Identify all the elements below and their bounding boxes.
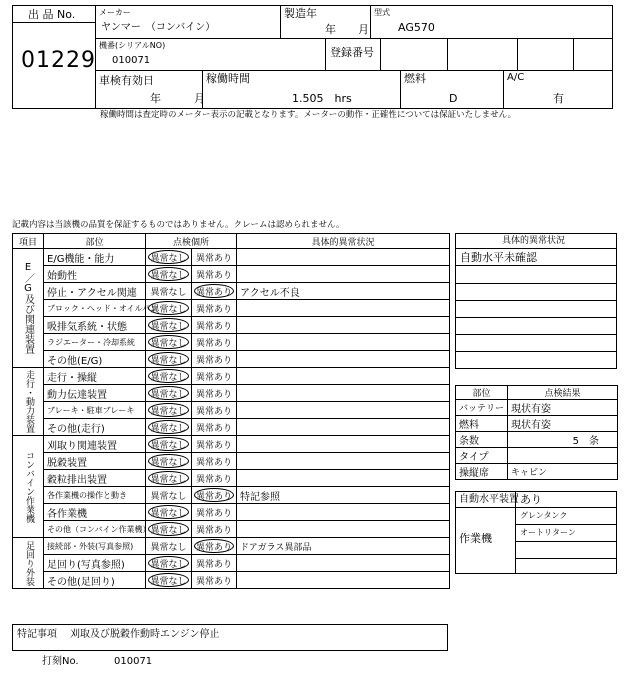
results-label: 燃料: [456, 416, 508, 432]
group-label: 走行・動力装置: [13, 368, 44, 436]
ok-cell: 異常なし: [146, 419, 192, 436]
ok-cell: 異常なし: [146, 487, 192, 504]
results-label: 条数: [456, 432, 508, 448]
ac-label: A/C: [507, 72, 525, 83]
ng-cell: 異常あり: [192, 334, 237, 351]
ok-cell: 異常なし: [146, 402, 192, 419]
ok-circle: [148, 267, 189, 281]
ng-cell: 異常あり: [192, 470, 237, 487]
detail-cell: [237, 368, 450, 385]
header-checkpoint: 点検個所: [146, 234, 237, 249]
ok-cell: 異常なし: [146, 283, 192, 300]
part-name: ラジエーター・冷却系統: [44, 334, 146, 351]
ok-circle: [148, 250, 189, 264]
inspection-unit: 年 月: [150, 92, 205, 105]
maker-label: メーカー: [99, 8, 131, 17]
inspection-label: 車検有効日: [99, 74, 154, 87]
special-label: 特記事項: [17, 629, 57, 640]
ng-cell: 異常あり: [192, 487, 237, 504]
year-unit: 年 月: [325, 23, 369, 36]
ng-cell: 異常あり: [192, 453, 237, 470]
maker-value: ヤンマー （コンバイン）: [101, 22, 216, 33]
right-abnormal-first: 自動水平未確認: [460, 251, 537, 264]
results-value: キャビン: [508, 464, 618, 480]
ok-circle: [148, 556, 189, 570]
detail-cell: [237, 504, 450, 521]
stamp-value: 010071: [114, 656, 153, 667]
detail-cell: [237, 555, 450, 572]
results-table: [455, 385, 617, 480]
detail-cell: [237, 266, 450, 283]
ok-cell: 異常なし: [146, 538, 192, 555]
part-name: E/G機能・能力: [44, 249, 146, 266]
ng-circle: [194, 284, 234, 298]
detail-cell: [237, 300, 450, 317]
ok-cell: 異常なし: [146, 266, 192, 283]
ok-cell: 異常なし: [146, 436, 192, 453]
ok-circle: [148, 454, 189, 468]
ok-cell: 異常なし: [146, 368, 192, 385]
hours-disclaimer: 稼働時間は査定時のメーター表示の記載となります。メーターの動作・正確性については保証いたしません。: [100, 110, 517, 120]
results-label: 操縦席: [456, 464, 508, 480]
work-label: 作業機: [459, 532, 492, 545]
part-name: 脱穀装置: [44, 453, 146, 470]
ok-circle: [148, 301, 189, 315]
group-label: コンバイン作業機: [13, 436, 44, 538]
part-name: 停止・アクセル関連: [44, 283, 146, 300]
ok-cell: 異常なし: [146, 334, 192, 351]
ng-cell: 異常あり: [192, 521, 237, 538]
hours-label: 稼働時間: [206, 72, 250, 85]
special-value: 刈取及び脱穀作動時エンジン停止: [70, 629, 220, 640]
ok-cell: 異常なし: [146, 249, 192, 266]
part-name: 始動性: [44, 266, 146, 283]
part-name: その他(E/G): [44, 351, 146, 368]
detail-cell: [237, 351, 450, 368]
ok-cell: 異常なし: [146, 555, 192, 572]
ok-cell: 異常なし: [146, 317, 192, 334]
serial-label: 機番(シリアルNO): [99, 41, 166, 50]
ok-circle: [148, 522, 189, 536]
ok-circle: [148, 403, 189, 417]
part-name: 走行・操縦: [44, 368, 146, 385]
detail-cell: [237, 453, 450, 470]
ng-cell: 異常あり: [192, 249, 237, 266]
part-name: その他(足回り): [44, 572, 146, 589]
detail-cell: [237, 470, 450, 487]
results-value: 現状有姿: [508, 416, 618, 432]
right-abnormal-header: 具体的異常状況: [502, 236, 566, 246]
group-label: E／G及び関連装置: [13, 249, 44, 368]
part-name: 吸排気系統・状態: [44, 317, 146, 334]
lot-number: 01229: [21, 48, 96, 73]
part-name: ブレーキ・駐車ブレーキ: [44, 402, 146, 419]
ok-circle: [148, 437, 189, 451]
auto-level-value: あり: [520, 493, 542, 506]
ng-cell: 異常あり: [192, 436, 237, 453]
part-name: 足回り(写真参照): [44, 555, 146, 572]
model-label: 型式: [374, 8, 390, 17]
ng-cell: 異常あり: [192, 266, 237, 283]
part-name: ブロック・ヘッド・オイルパン: [44, 300, 146, 317]
results-header-result: 点検結果: [508, 386, 618, 400]
hours-value: 1.505 hrs: [292, 92, 352, 105]
ok-circle: [148, 471, 189, 485]
results-value: [508, 448, 618, 464]
detail-cell: [237, 436, 450, 453]
ok-cell: 異常なし: [146, 300, 192, 317]
ok-cell: 異常なし: [146, 385, 192, 402]
detail-cell: 特記参照: [237, 487, 450, 504]
part-name: 穀粒排出装置: [44, 470, 146, 487]
ok-cell: 異常なし: [146, 521, 192, 538]
part-name: その他（コンバイン作業機）: [44, 521, 146, 538]
group-label: 足回り外装: [13, 538, 44, 589]
header-detail: 具体的異常状況: [237, 234, 450, 249]
part-name: 各作業機: [44, 504, 146, 521]
registration-label: 登録番号: [330, 46, 374, 59]
ac-value: 有: [553, 92, 564, 105]
work-item: オートリターン: [520, 528, 576, 537]
ok-circle: [148, 335, 189, 349]
results-label: タイプ: [456, 448, 508, 464]
model-value: AG570: [398, 21, 435, 34]
auto-level-label: 自動水平装置: [459, 494, 519, 505]
results-value: 5 条: [508, 432, 618, 448]
ng-cell: 異常あり: [192, 385, 237, 402]
detail-cell: アクセル不良: [237, 283, 450, 300]
fuel-value: D: [449, 92, 458, 105]
detail-cell: [237, 385, 450, 402]
ok-cell: 異常なし: [146, 470, 192, 487]
ng-cell: 異常あり: [192, 402, 237, 419]
ng-cell: 異常あり: [192, 572, 237, 589]
ok-circle: [148, 420, 189, 434]
ok-cell: 異常なし: [146, 504, 192, 521]
ng-cell: 異常あり: [192, 317, 237, 334]
part-name: 動力伝達装置: [44, 385, 146, 402]
detail-cell: [237, 402, 450, 419]
ng-cell: 異常あり: [192, 419, 237, 436]
part-name: 刈取り関連装置: [44, 436, 146, 453]
ok-cell: 異常なし: [146, 572, 192, 589]
inspection-table: [12, 233, 449, 590]
ok-cell: 異常なし: [146, 351, 192, 368]
part-name: 接続部・外装(写真参照): [44, 538, 146, 555]
header-item: 項目: [13, 234, 44, 249]
ng-cell: 異常あり: [192, 300, 237, 317]
year-label: 製造年: [284, 7, 317, 20]
detail-cell: [237, 521, 450, 538]
ng-cell: 異常あり: [192, 555, 237, 572]
ng-cell: 異常あり: [192, 504, 237, 521]
ok-circle: [148, 352, 189, 366]
serial-value: 010071: [112, 55, 151, 66]
quality-disclaimer: 記載内容は当該機の品質を保証するものではありません。クレームは認められません。: [12, 220, 345, 230]
ok-circle: [148, 573, 189, 587]
ok-cell: 異常なし: [146, 453, 192, 470]
ok-circle: [148, 369, 189, 383]
ok-circle: [148, 318, 189, 332]
part-name: 各作業機の操作と動き: [44, 487, 146, 504]
ng-circle: [194, 488, 234, 502]
ng-cell: 異常あり: [192, 538, 237, 555]
lot-label: 出 品 No.: [28, 8, 76, 21]
ng-cell: 異常あり: [192, 283, 237, 300]
detail-cell: ドアガラス異部品: [237, 538, 450, 555]
header-part: 部位: [44, 234, 146, 249]
fuel-label: 燃料: [404, 72, 426, 85]
detail-cell: [237, 572, 450, 589]
detail-cell: [237, 334, 450, 351]
detail-cell: [237, 249, 450, 266]
ng-cell: 異常あり: [192, 368, 237, 385]
results-label: バッテリー: [456, 400, 508, 416]
detail-cell: [237, 317, 450, 334]
ok-circle: [148, 505, 189, 519]
ng-cell: 異常あり: [192, 351, 237, 368]
ok-circle: [148, 386, 189, 400]
stamp-label: 打刻No.: [42, 656, 79, 667]
ng-circle: [194, 539, 234, 553]
part-name: その他(走行): [44, 419, 146, 436]
results-header-part: 部位: [456, 386, 508, 400]
detail-cell: [237, 419, 450, 436]
results-value: 現状有姿: [508, 400, 618, 416]
work-item: グレンタンク: [520, 511, 568, 520]
